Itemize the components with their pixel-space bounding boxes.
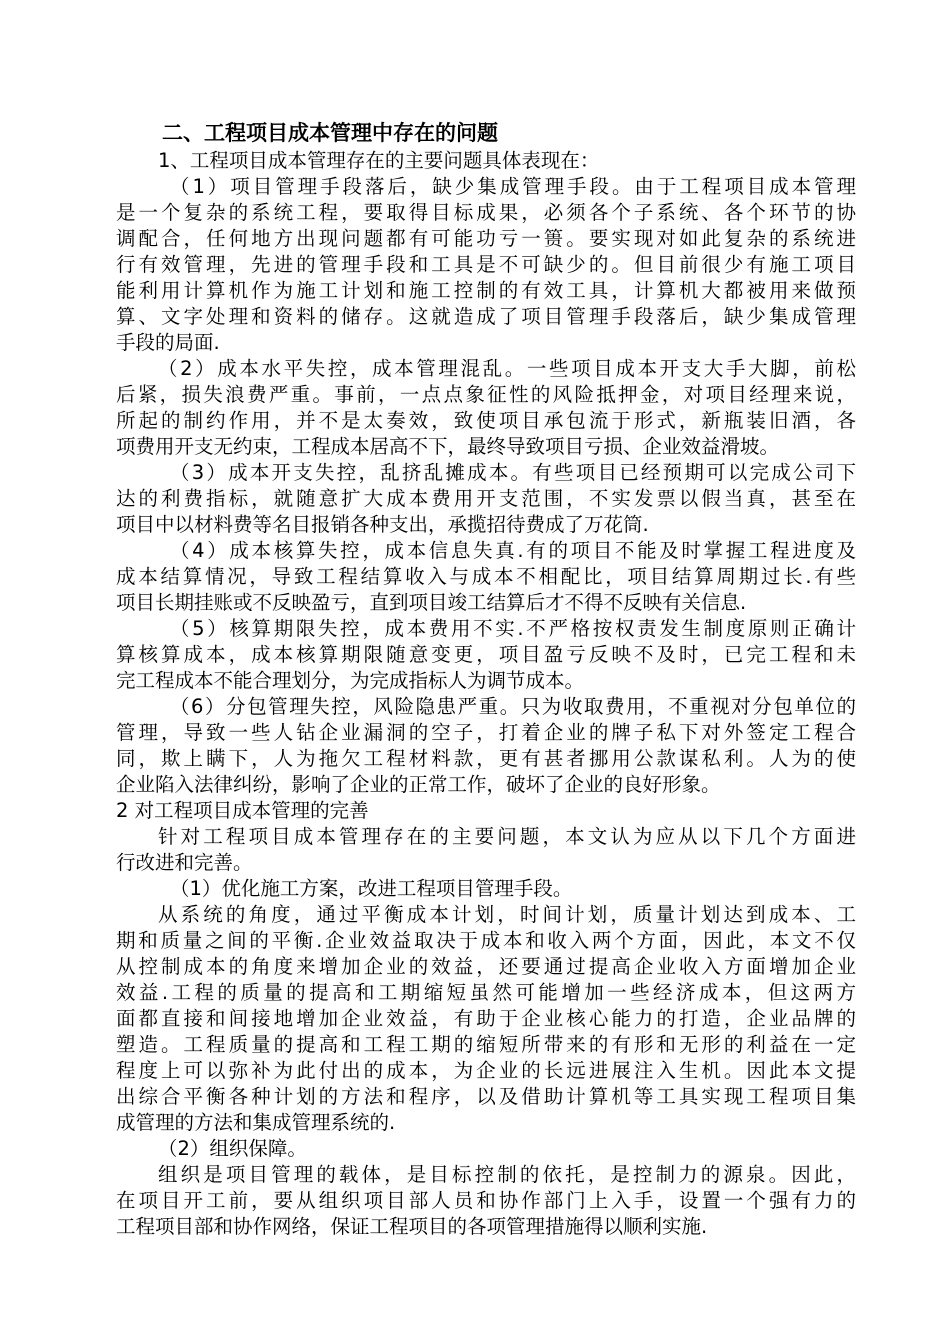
text-line: 算、文字处理和资料的储存。这就造成了项目管理手段落后，缺少集成管理 (116, 305, 856, 328)
text-line: （1）优化施工方案，改进工程项目管理手段。 (170, 877, 573, 900)
text-line: 项目长期挂账或不反映盈亏，直到项目竣工结算后才不得不反映有关信息. (116, 591, 747, 614)
text-line: 塑造。工程质量的提高和工程工期的缩短所带来的有形和无形的利益在一定 (116, 1033, 856, 1056)
text-line: 所起的制约作用，并不是太奏效，致使项目承包流于形式，新瓶装旧酒，各 (116, 409, 856, 432)
text-line: （3）成本开支失控，乱挤乱摊成本。有些项目已经预期可以完成公司下 (170, 461, 856, 484)
text-line: 程度上可以弥补为此付出的成本，为企业的长远进展注入生机。因此本文提 (116, 1059, 856, 1082)
text-line: （1）项目管理手段落后，缺少集成管理手段。由于工程项目成本管理 (170, 175, 856, 198)
text-line: 达的利费指标，就随意扩大成本费用开支范围，不实发票以假当真，甚至在 (116, 487, 856, 510)
text-line: 同，欺上瞒下，人为拖欠工程材料款，更有甚者挪用公款谋私利。人为的使 (116, 747, 856, 770)
text-line: 在项目开工前，要从组织项目部人员和协作部门上入手，设置一个强有力的 (116, 1189, 856, 1212)
text-line: （2）成本水平失控，成本管理混乱。一些项目成本开支大手大脚，前松 (158, 357, 856, 380)
text-line: 针对工程项目成本管理存在的主要问题，本文认为应从以下几个方面进 (158, 825, 856, 848)
text-line: 出综合平衡各种计划的方法和程序，以及借助计算机等工具实现工程项目集 (116, 1085, 856, 1108)
text-line: （4）成本核算失控，成本信息失真.有的项目不能及时掌握工程进度及 (170, 539, 856, 562)
text-line: 2 对工程项目成本管理的完善 (116, 799, 369, 822)
text-line: （2）组织保障。 (158, 1137, 307, 1160)
text-line: 面都直接和间接地增加企业效益，有助于企业核心能力的打造，企业品牌的 (116, 1007, 856, 1030)
text-line: 手段的局面. (116, 331, 220, 354)
text-line: （5）核算期限失控，成本费用不实.不严格按权责发生制度原则正确计 (170, 617, 856, 640)
text-line: 从控制成本的角度来增加企业的效益，还要通过提高企业收入方面增加企业 (116, 955, 856, 978)
text-line: 能利用计算机作为施工计划和施工控制的有效工具，计算机大都被用来做预 (116, 279, 856, 302)
text-line: 从系统的角度，通过平衡成本计划，时间计划，质量计划达到成本、工 (158, 903, 856, 926)
text-line: 企业陷入法律纠纷，影响了企业的正常工作，破坏了企业的良好形象。 (116, 773, 721, 796)
text-line: 工程项目部和协作网络，保证工程项目的各项管理措施得以顺利实施. (116, 1215, 708, 1238)
text-line: 1、工程项目成本管理存在的主要问题具体表现在： (158, 149, 600, 172)
text-line: 成本结算情况，导致工程结算收入与成本不相配比，项目结算周期过长.有些 (116, 565, 856, 588)
text-line: 项费用开支无约束，工程成本居高不下，最终导致项目亏损、企业效益滑坡。 (116, 435, 780, 458)
text-line: 管理，导致一些人钻企业漏洞的空子，打着企业的牌子私下对外签定工程合 (116, 721, 856, 744)
paragraph-lines (116, 148, 856, 1240)
text-line: 算核算成本，成本核算期限随意变更，项目盈亏反映不及时，已完工程和未 (116, 643, 856, 666)
text-line: 组织是项目管理的载体，是目标控制的依托，是控制力的源泉。因此， (158, 1163, 856, 1186)
text-line: 项目中以材料费等名目报销各种支出，承揽招待费成了万花筒. (116, 513, 649, 536)
text-line: 调配合，任何地方出现问题都有可能功亏一篑。要实现对如此复杂的系统进 (116, 227, 856, 250)
text-line: 是一个复杂的系统工程，要取得目标成果，必须各个子系统、各个环节的协 (116, 201, 856, 224)
section-heading: 二、工程项目成本管理中存在的问题 (162, 121, 498, 145)
text-line: （6）分包管理失控，风险隐患严重。只为收取费用，不重视对分包单位的 (170, 695, 856, 718)
text-line: 效益.工程的质量的提高和工期缩短虽然可能增加一些经济成本，但这两方 (116, 981, 856, 1004)
text-line: 行有效管理，先进的管理手段和工具是不可缺少的。但目前很少有施工项目 (116, 253, 856, 276)
text-line: 期和质量之间的平衡.企业效益取决于成本和收入两个方面，因此，本文不仅 (116, 929, 856, 952)
text-line: 成管理的方法和集成管理系统的. (116, 1111, 396, 1134)
text-line: 行改进和完善。 (116, 851, 253, 874)
text-line: 后紧，损失浪费严重。事前，一点点象征性的风险抵押金，对项目经理来说， (116, 383, 856, 406)
text-line: 完工程成本不能合理划分，为完成指标人为调节成本。 (116, 669, 585, 692)
document-body (116, 120, 856, 1240)
